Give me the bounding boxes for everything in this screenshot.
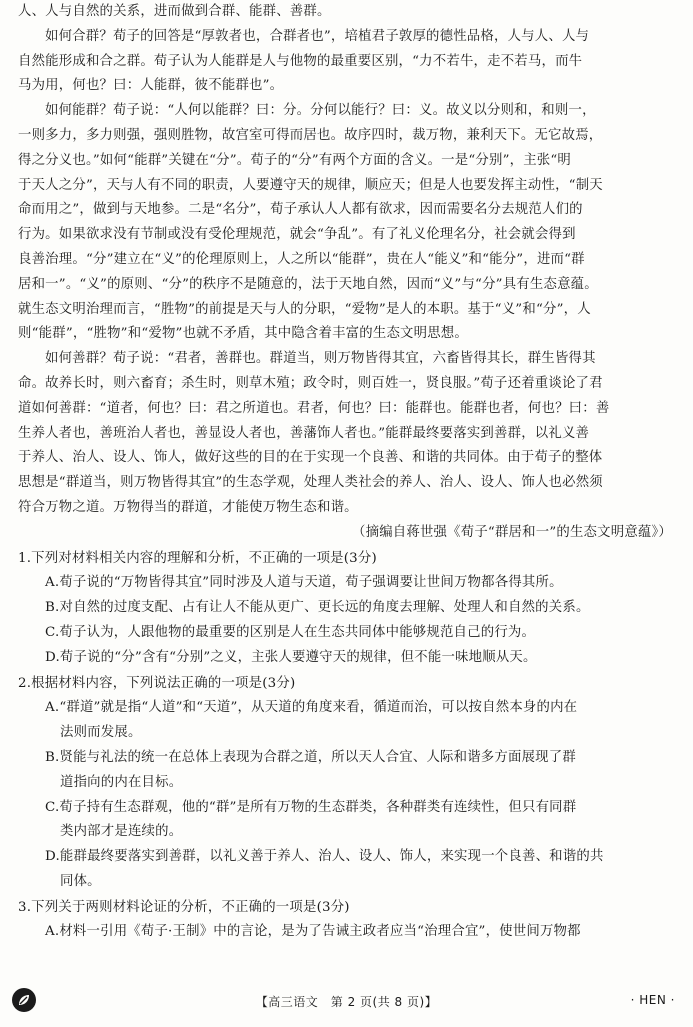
answer-option: C.荀子持有生态群观，他的“群”是所有万物的生态群类，各种群类有连续性，但只有同群 [45, 799, 577, 815]
text-line: 道如何善群：“道者，何也？曰：君之所道也。君者，何也？曰：能群也。能群也者，何也？曰：善 [18, 400, 610, 416]
footer-code: · HEN · [630, 993, 675, 1007]
text-line: 良善治理。“分”建立在“义”的伦理原则上，人之所以“能群”，贵在人“能义”和“能分”，进而“群 [18, 251, 585, 267]
answer-option: A.材料一引用《荀子·王制》中的言论，是为了告诫主政者应当“治理合宜”，使世间万物都 [45, 924, 581, 940]
text-line: 生养人者也，善班治人者也，善显设人者也，善藩饰人者也。”能群最终要落实到善群，以礼义善 [18, 425, 590, 441]
text-line: 居和一”。“义”的原则、“分”的秩序不是随意的，法于天地自然，因而“义”与“分”具有生态意蕴。 [18, 276, 598, 292]
text-line: 于天人之分”，天与人有不同的职责，人要遵守天的规律，顺应天；但是人也要发挥主动性，“制天 [18, 177, 603, 193]
text-line: 命而用之”，做到与天地参。二是“名分”，荀子承认人人都有欲求，因而需要名分去规范人们的 [18, 202, 583, 218]
answer-option-continuation: 道指向的内在目标。 [60, 774, 183, 790]
text-line: 思想是“群道当，则万物皆得其宜”的生态学观，处理人类社会的养人、治人、设人、饰人也必然须 [18, 475, 603, 491]
text-line: 于养人、治人、设人、饰人，做好这些的目的在于实现一个良善、和谐的共同体。由于荀子的整体 [18, 450, 603, 466]
answer-option: D.荀子说的“分”含有“分别”之义，主张人要遵守天的规律，但不能一味地顺从天。 [45, 649, 537, 665]
text-line: 得之分义也。”如何“能群”关键在“分”。荀子的“分”有两个方面的含义。一是“分别”，主张“明 [18, 152, 572, 168]
text-line: 就生态文明治理而言，“胜物”的前提是天与人的分职，“爱物”是人的本职。基于“义”和“分”，人 [18, 301, 591, 317]
question-stem: 3.下列关于两则材料论证的分析，不正确的一项是(3分) [18, 899, 350, 915]
text-line: 马为用，何也？曰：人能群，彼不能群也”。 [18, 78, 284, 94]
text-line: 如何善群？荀子说：“君者，善群也。群道当，则万物皆得其宜，六畜皆得其长，群生皆得其 [45, 351, 596, 367]
text-line: 自然能形成和合之群。荀子认为人能群是人与他物的最重要区别，“力不若牛，走不若马，而牛 [18, 53, 583, 69]
text-line: 符合万物之道。万物得当的群道，才能使万物生态和谐。 [18, 499, 358, 515]
text-line: 人、人与自然的关系，进而做到合群、能群、善群。 [18, 4, 331, 19]
answer-option: A.荀子说的“万物皆得其宜”同时涉及人道与天道，荀子强调要让世间万物都各得其所。 [45, 575, 563, 591]
text-line: 如何合群？荀子的回答是“厚敦者也，合群者也”，培植君子敦厚的德性品格，人与人、人与 [45, 28, 590, 44]
page-number: 【高三语文 第 2 页(共 8 页)】 [255, 995, 438, 1009]
document-page [18, 0, 676, 945]
answer-option-continuation: 同体。 [60, 873, 101, 889]
text-line: 命。故养长时，则六畜育；杀生时，则草木殖；政令时，则百姓一，贤良服。”荀子还着重谈论了君 [18, 375, 603, 391]
answer-option: B.对自然的过度支配、占有让人不能从更广、更长远的角度去理解、处理人和自然的关系。 [45, 600, 590, 616]
answer-option: D.能群最终要落实到善群，以礼义善于养人、治人、设人、饰人，来实现一个良善、和谐的共 [45, 849, 604, 865]
answer-option-continuation: 法则而发展。 [60, 725, 142, 741]
answer-option: B.贤能与礼法的统一在总体上表现为合群之道，所以天人合宜、人际和谐多方面展现了群 [45, 749, 576, 765]
source-citation: （摘编自蒋世强《荀子“群居和一”的生态文明意蕴》） [352, 524, 672, 540]
answer-option: C.荀子认为，人跟他物的最重要的区别是人在生态共同体中能够规范自己的行为。 [45, 624, 536, 640]
text-line: 如何能群？荀子说：“人何以能群？曰：分。分何以能行？曰：义。故义以分则和，和则一， [45, 103, 596, 119]
text-line: 行为。如果欲求没有节制或没有受伦理规范，就会“争乱”。有了礼义伦理名分，社会就会得到 [18, 227, 576, 243]
text-line: 一则多力，多力则强，强则胜物，故宫室可得而居也。故序四时，裁万物，兼利天下。无它故焉， [18, 127, 603, 143]
question-stem: 2.根据材料内容，下列说法正确的一项是(3分) [18, 675, 296, 691]
text-line: 则“能群”，“胜物”和“爱物”也就不矛盾，其中隐含着丰富的生态文明思想。 [18, 326, 468, 342]
answer-option-continuation: 类内部才是连续的。 [60, 824, 183, 840]
answer-option: A.“群道”就是指“人道”和“天道”，从天道的角度来看，循道而治，可以按自然本身的内在 [45, 700, 578, 716]
question-stem: 1.下列对材料相关内容的理解和分析，不正确的一项是(3分) [18, 550, 377, 566]
page-footer [0, 986, 693, 1016]
